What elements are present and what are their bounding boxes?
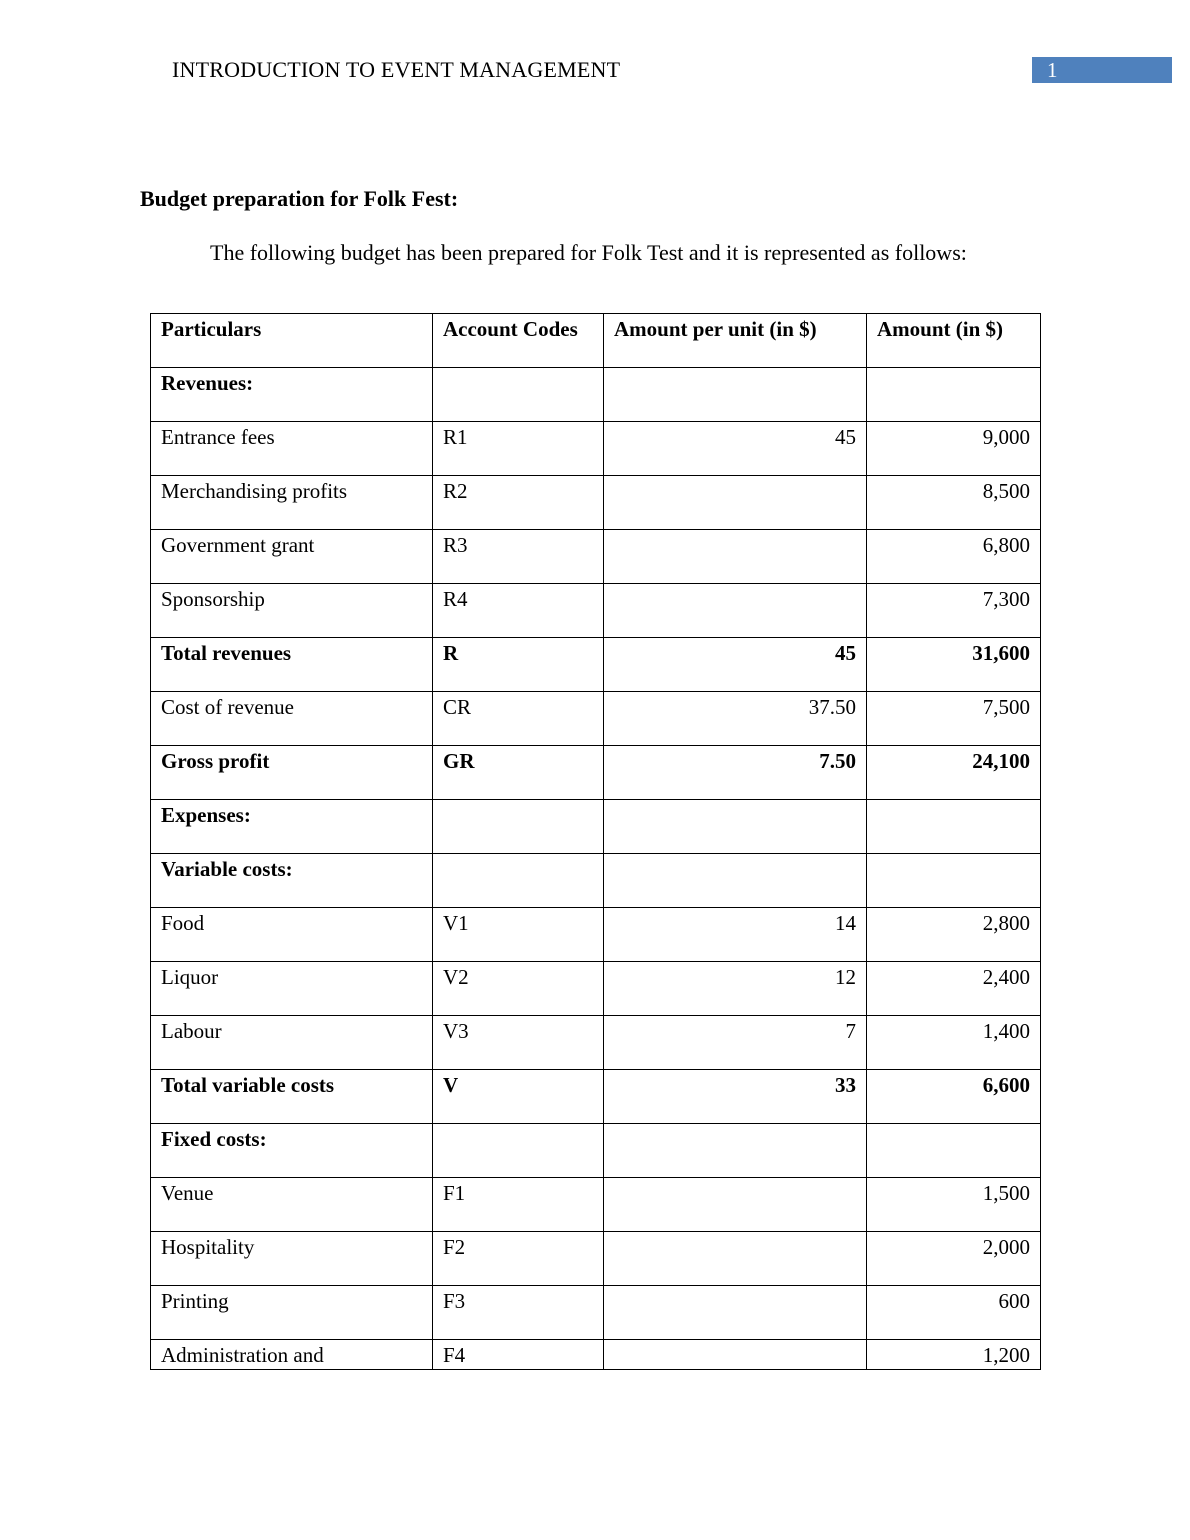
cell-amount: 1,400 bbox=[867, 1016, 1041, 1070]
cell-account-code: R3 bbox=[433, 530, 604, 584]
cell-amount: 2,400 bbox=[867, 962, 1041, 1016]
cell-account-code bbox=[433, 854, 604, 908]
cell-amount: 2,800 bbox=[867, 908, 1041, 962]
cell-amount: 600 bbox=[867, 1286, 1041, 1340]
cell-account-code: F4 bbox=[433, 1340, 604, 1370]
cell-amount-per-unit: 12 bbox=[604, 962, 867, 1016]
page-number: 1 bbox=[1032, 57, 1172, 83]
cell-amount-per-unit: 7.50 bbox=[604, 746, 867, 800]
cell-amount-per-unit bbox=[604, 1178, 867, 1232]
cell-account-code: CR bbox=[433, 692, 604, 746]
cell-particulars: Printing bbox=[151, 1286, 433, 1340]
cell-particulars: Total revenues bbox=[151, 638, 433, 692]
table-row bbox=[151, 1232, 1041, 1286]
table-row bbox=[151, 1178, 1041, 1232]
header-particulars: Particulars bbox=[151, 314, 433, 368]
cell-account-code bbox=[433, 800, 604, 854]
cell-particulars: Venue bbox=[151, 1178, 433, 1232]
running-head-title: INTRODUCTION TO EVENT MANAGEMENT bbox=[172, 57, 621, 82]
header-amount-per-unit: Amount per unit (in $) bbox=[604, 314, 867, 368]
table-row bbox=[151, 746, 1041, 800]
cell-amount-per-unit bbox=[604, 1124, 867, 1178]
table-row bbox=[151, 1340, 1041, 1370]
table-row bbox=[151, 422, 1041, 476]
cell-amount: 6,800 bbox=[867, 530, 1041, 584]
cell-amount bbox=[867, 1124, 1041, 1178]
cell-particulars: Hospitality bbox=[151, 1232, 433, 1286]
cell-particulars: Sponsorship bbox=[151, 584, 433, 638]
cell-account-code: F1 bbox=[433, 1178, 604, 1232]
cell-amount: 31,600 bbox=[867, 638, 1041, 692]
cell-particulars: Revenues: bbox=[151, 368, 433, 422]
table-row bbox=[151, 800, 1041, 854]
cell-amount-per-unit bbox=[604, 530, 867, 584]
cell-account-code: V2 bbox=[433, 962, 604, 1016]
cell-account-code: V bbox=[433, 1070, 604, 1124]
cell-amount: 1,500 bbox=[867, 1178, 1041, 1232]
cell-amount-per-unit bbox=[604, 584, 867, 638]
cell-account-code: F2 bbox=[433, 1232, 604, 1286]
cell-amount bbox=[867, 800, 1041, 854]
cell-amount-per-unit bbox=[604, 1286, 867, 1340]
cell-particulars: Food bbox=[151, 908, 433, 962]
cell-amount-per-unit bbox=[604, 800, 867, 854]
header-amount: Amount (in $) bbox=[867, 314, 1041, 368]
table-header-row bbox=[151, 314, 1041, 368]
cell-account-code: GR bbox=[433, 746, 604, 800]
table-row bbox=[151, 584, 1041, 638]
cell-amount-per-unit bbox=[604, 1340, 867, 1370]
cell-amount: 6,600 bbox=[867, 1070, 1041, 1124]
cell-particulars: Administration and bbox=[151, 1340, 433, 1370]
cell-account-code: R1 bbox=[433, 422, 604, 476]
table-row bbox=[151, 1286, 1041, 1340]
table-row bbox=[151, 962, 1041, 1016]
cell-particulars: Government grant bbox=[151, 530, 433, 584]
table-row bbox=[151, 854, 1041, 908]
cell-account-code: F3 bbox=[433, 1286, 604, 1340]
cell-amount: 2,000 bbox=[867, 1232, 1041, 1286]
cell-particulars: Merchandising profits bbox=[151, 476, 433, 530]
cell-particulars: Expenses: bbox=[151, 800, 433, 854]
table-row bbox=[151, 1016, 1041, 1070]
cell-amount-per-unit: 45 bbox=[604, 638, 867, 692]
cell-amount: 7,300 bbox=[867, 584, 1041, 638]
cell-amount: 9,000 bbox=[867, 422, 1041, 476]
cell-amount-per-unit bbox=[604, 476, 867, 530]
cell-amount-per-unit: 33 bbox=[604, 1070, 867, 1124]
cell-amount: 1,200 bbox=[867, 1340, 1041, 1370]
cell-amount-per-unit bbox=[604, 368, 867, 422]
cell-amount-per-unit: 45 bbox=[604, 422, 867, 476]
cell-particulars: Cost of revenue bbox=[151, 692, 433, 746]
section-heading: Budget preparation for Folk Fest: bbox=[140, 186, 459, 211]
cell-amount-per-unit: 37.50 bbox=[604, 692, 867, 746]
cell-amount-per-unit bbox=[604, 854, 867, 908]
cell-account-code: V3 bbox=[433, 1016, 604, 1070]
cell-account-code: R bbox=[433, 638, 604, 692]
cell-particulars: Liquor bbox=[151, 962, 433, 1016]
cell-amount: 24,100 bbox=[867, 746, 1041, 800]
table-row bbox=[151, 1124, 1041, 1178]
cell-amount-per-unit bbox=[604, 1232, 867, 1286]
table-row bbox=[151, 692, 1041, 746]
cell-amount-per-unit: 14 bbox=[604, 908, 867, 962]
cell-account-code: R2 bbox=[433, 476, 604, 530]
table-row bbox=[151, 908, 1041, 962]
cell-amount-per-unit: 7 bbox=[604, 1016, 867, 1070]
cell-particulars: Fixed costs: bbox=[151, 1124, 433, 1178]
cell-amount bbox=[867, 854, 1041, 908]
cell-account-code: V1 bbox=[433, 908, 604, 962]
cell-particulars: Gross profit bbox=[151, 746, 433, 800]
cell-amount: 8,500 bbox=[867, 476, 1041, 530]
budget-table-body bbox=[151, 368, 1041, 1370]
cell-account-code bbox=[433, 368, 604, 422]
header-account-codes: Account Codes bbox=[433, 314, 604, 368]
table-row bbox=[151, 1070, 1041, 1124]
cell-particulars: Entrance fees bbox=[151, 422, 433, 476]
table-row bbox=[151, 368, 1041, 422]
cell-particulars: Total variable costs bbox=[151, 1070, 433, 1124]
cell-particulars: Variable costs: bbox=[151, 854, 433, 908]
cell-amount bbox=[867, 368, 1041, 422]
table-row bbox=[151, 638, 1041, 692]
cell-account-code: R4 bbox=[433, 584, 604, 638]
cell-amount: 7,500 bbox=[867, 692, 1041, 746]
cell-account-code bbox=[433, 1124, 604, 1178]
intro-paragraph: The following budget has been prepared for Folk Test and it is represented as follows: bbox=[210, 240, 967, 265]
table-row bbox=[151, 530, 1041, 584]
cell-particulars: Labour bbox=[151, 1016, 433, 1070]
budget-table bbox=[150, 313, 1041, 1370]
table-row bbox=[151, 476, 1041, 530]
